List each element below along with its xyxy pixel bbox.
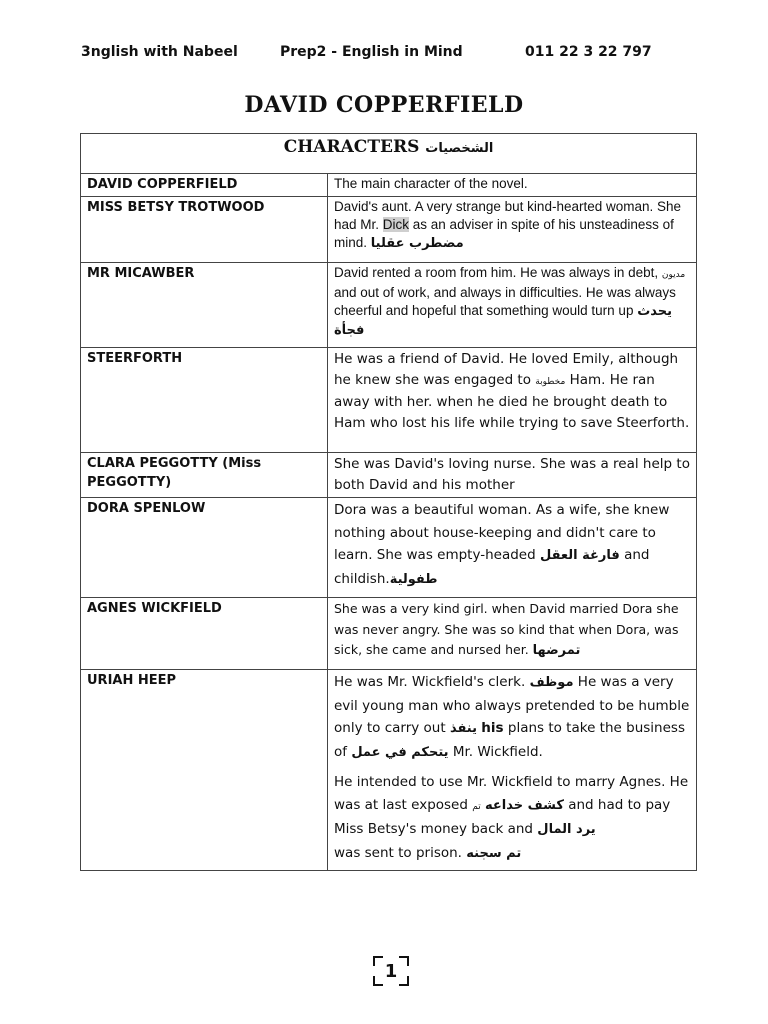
character-name: CLARA PEGGOTTY (Miss PEGGOTTY) xyxy=(81,453,328,498)
page-number xyxy=(373,956,409,986)
character-name: MISS BETSY TROTWOOD xyxy=(81,197,328,263)
character-description: Dora was a beautiful woman. As a wife, she knew nothing about house-keeping and didn't care to learn. She was empty-headed فارغة العقل and childish.طفولية xyxy=(328,498,697,598)
table-row xyxy=(81,174,697,197)
arabic-gloss: فارغة العقل xyxy=(539,548,620,563)
document-title: DAVID COPPERFIELD xyxy=(244,92,524,118)
table-heading xyxy=(81,134,697,174)
arabic-gloss: يتحكم في عمل xyxy=(351,744,449,760)
table-row xyxy=(81,498,697,598)
arabic-gloss: مضطرب عقليا xyxy=(370,236,464,251)
table-row xyxy=(81,348,697,453)
character-description: She was a very kind girl. when David married Dora she was never angry. She was so kind that when Dora, was sick, she came and nursed her. تمرضها xyxy=(328,598,697,670)
arabic-gloss: تم xyxy=(472,801,481,812)
character-description: David's aunt. A very strange but kind-hearted woman. She had Mr. Dick as an adviser in spite of his unsteadiness of mind. مضطرب عقليا xyxy=(328,197,697,263)
arabic-gloss: يحدث فجأة xyxy=(334,304,673,338)
table-row xyxy=(81,670,697,871)
description-paragraph: He was Mr. Wickfield's clerk. موظف He was a very evil young man who always pretended to be humble only to carry out ينفذ his plans to take the business of يتحكم في عمل Mr. Wickfield. xyxy=(334,674,690,760)
arabic-gloss: تمرضها xyxy=(532,643,581,658)
page-number-text: 1 xyxy=(384,960,398,982)
character-name: DAVID COPPERFIELD xyxy=(81,174,328,197)
character-name: MR MICAWBER xyxy=(81,263,328,348)
header-author: 3nglish with Nabeel xyxy=(81,44,238,60)
heading-arabic: الشخصيات xyxy=(425,141,494,156)
character-description: The main character of the novel. xyxy=(328,174,697,197)
table-row xyxy=(81,263,697,348)
header-course: Prep2 - English in Mind xyxy=(280,44,463,60)
arabic-gloss: طفولية xyxy=(389,571,438,587)
table-row xyxy=(81,197,697,263)
character-name: URIAH HEEP xyxy=(81,670,328,871)
highlighted-word: Dick xyxy=(382,217,410,232)
character-description: She was David's loving nurse. She was a real help to both David and his mother xyxy=(328,453,697,498)
header-phone: 011 22 3 22 797 xyxy=(525,44,652,60)
arabic-gloss: موظف xyxy=(529,675,574,690)
character-name: STEERFORTH xyxy=(81,348,328,453)
table-heading-row xyxy=(81,134,697,174)
character-name: DORA SPENLOW xyxy=(81,498,328,598)
character-description: He was a friend of David. He loved Emily, although he knew she was engaged to مخطوبة Ham. He ran away with her. when he died he brought death to Ham who lost his life while trying to save Steerforth. xyxy=(328,348,697,453)
characters-table xyxy=(80,133,697,871)
character-name: AGNES WICKFIELD xyxy=(81,598,328,670)
arabic-gloss: تم سجنه xyxy=(466,845,522,861)
arabic-gloss: كشف خداعه xyxy=(485,797,564,813)
heading-english: CHARACTERS xyxy=(283,137,420,157)
table-row xyxy=(81,453,697,498)
page-header xyxy=(81,44,701,64)
bold-word: his xyxy=(481,720,504,736)
arabic-gloss: مديون xyxy=(661,270,686,280)
character-description: David rented a room from him. He was always in debt, مديون and out of work, and always in difficulties. He was always cheerful and hopeful that something would turn up يحدث فجأة xyxy=(328,263,697,348)
arabic-gloss: ينفذ xyxy=(449,721,477,736)
arabic-gloss: مخطوبة xyxy=(535,376,566,387)
character-description xyxy=(328,670,697,871)
arabic-gloss: يرد المال xyxy=(537,822,596,837)
description-paragraph: He intended to use Mr. Wickfield to marry Agnes. He was at last exposed كشف خداعه تم and had to pay Miss Betsy's money back and يرد المال was sent to prison. تم سجنه xyxy=(334,774,689,861)
table-row xyxy=(81,598,697,670)
